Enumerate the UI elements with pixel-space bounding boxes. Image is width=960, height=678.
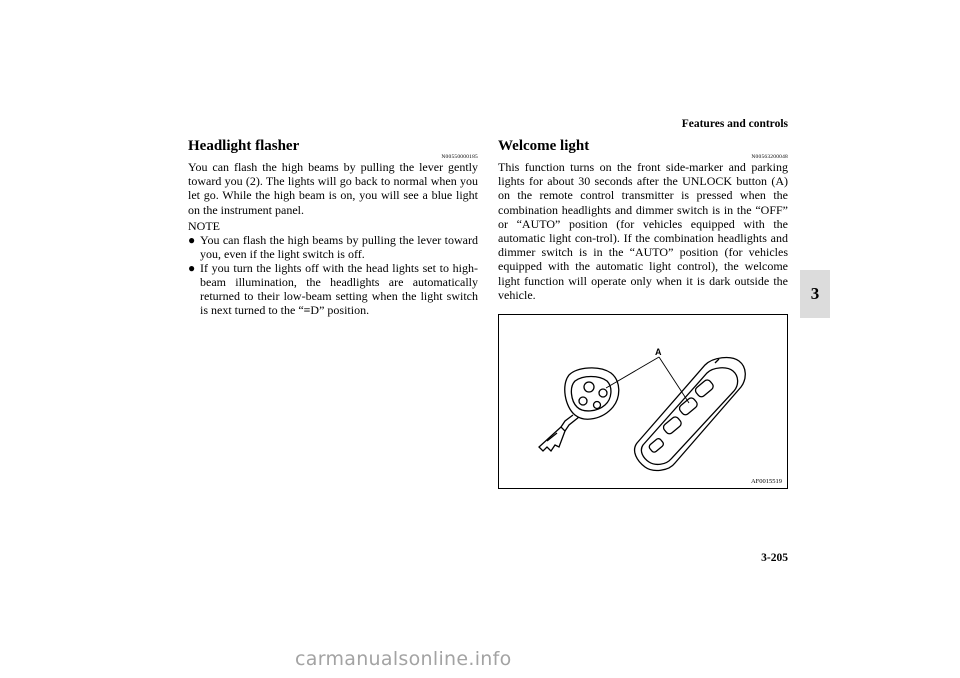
bullet-icon: ● bbox=[188, 232, 196, 247]
body-paragraph: This function turns on the front side-marker and parking lights for about 30 seconds after the UNLOCK button (A) on the remote control transmitter is pressed when the combination headlights and dimmer switch is in the “OFF” or “AUTO” position (for vehicles equipped with the automatic light con-trol). If the combination headlights and dimmer switch is in the “AUTO” position (for vehicles equipped with the automatic light control), the welcome light function will operate only when it is dark outside the vehicle. bbox=[498, 160, 788, 302]
bullet-icon: ● bbox=[188, 260, 196, 275]
section-title: Welcome light bbox=[498, 138, 590, 154]
note-label: NOTE bbox=[188, 218, 220, 233]
section-header-welcome-light bbox=[498, 138, 788, 160]
left-column bbox=[188, 138, 478, 317]
note-item bbox=[188, 233, 478, 261]
note-text: You can flash the high beams by pulling the lever toward you, even if the light switch is off. bbox=[200, 232, 478, 261]
right-column bbox=[498, 138, 788, 489]
figure-code: AF0015519 bbox=[750, 478, 782, 486]
watermark-text: carmanualsonline.info bbox=[295, 648, 512, 670]
section-header-headlight-flasher bbox=[188, 138, 478, 160]
remote-key-figure bbox=[498, 314, 788, 489]
section-code: N00550000185 bbox=[441, 154, 478, 160]
figure-callout-a: A bbox=[655, 347, 662, 358]
section-code: N00563200048 bbox=[751, 154, 788, 160]
remote-key-illustration bbox=[499, 315, 788, 489]
note-item bbox=[188, 261, 478, 317]
note-text: If you turn the lights off with the head lights set to high-beam illumination, the headlights are automatically returned to their low-beam setting when the light switch is next turned to the “≡D” position. bbox=[200, 260, 478, 317]
body-paragraph: You can flash the high beams by pulling the lever gently toward you (2). The lights will go back to normal when you let go. While the high beam is on, you will see a blue light on the instrument panel. bbox=[188, 160, 478, 217]
section-title: Headlight flasher bbox=[188, 138, 300, 154]
page-number: 3-205 bbox=[761, 552, 788, 564]
chapter-tab: 3 bbox=[800, 270, 830, 318]
running-header: Features and controls bbox=[681, 118, 788, 130]
